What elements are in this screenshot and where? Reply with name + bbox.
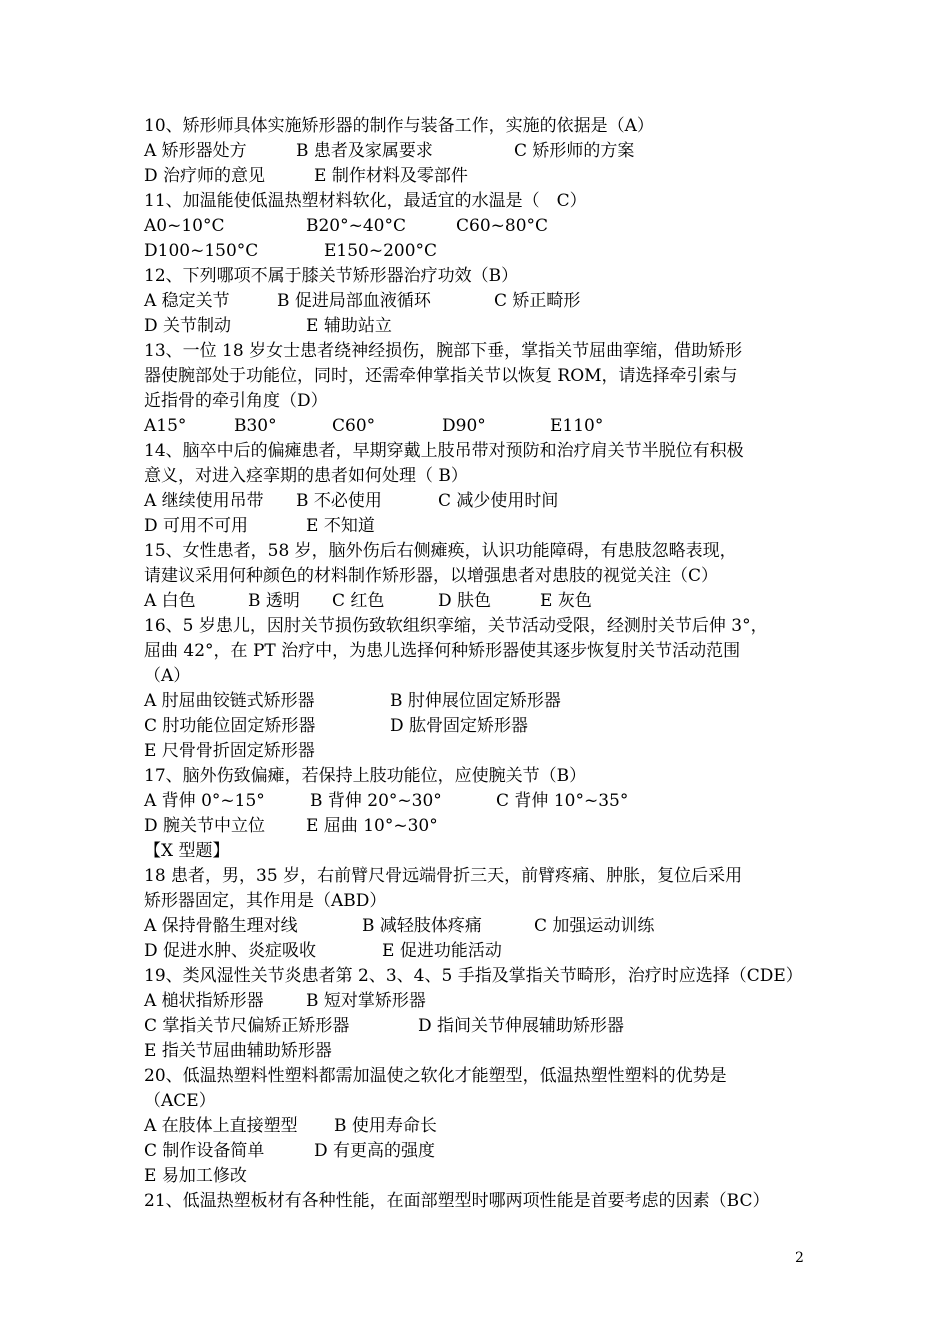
option-c: C 减少使用时间 <box>438 491 559 511</box>
option-e: E 易加工修改 <box>144 1166 247 1186</box>
question-17-stem <box>144 764 812 789</box>
option-b: B 不必使用 <box>296 491 382 511</box>
question-18-options-2 <box>144 939 812 964</box>
question-14-options-1 <box>144 489 812 514</box>
question-14-stem-2 <box>144 464 812 489</box>
option-c: C 矫正畸形 <box>494 291 581 311</box>
question-19-options-2 <box>144 1014 812 1039</box>
text-line: 器使腕部处于功能位，同时，还需牵伸掌指关节以恢复 ROM，请选择牵引索与 <box>144 366 738 386</box>
option-c: C 红色 <box>332 591 385 611</box>
text-line: 11、加温能使低温热塑材料软化，最适宜的水温是（ C） <box>144 191 587 211</box>
text-line: 21、低温热塑板材有各种性能，在面部塑型时哪两项性能是首要考虑的因素（BC） <box>144 1191 770 1211</box>
option-b: B 短对掌矫形器 <box>306 991 426 1011</box>
question-20-options-2 <box>144 1139 812 1164</box>
text-line: 18 患者，男，35 岁，右前臂尺骨远端骨折三天，前臂疼痛、肿胀，复位后采用 <box>144 866 743 886</box>
text-line: 15、女性患者，58 岁，脑外伤后右侧瘫痪，认识功能障碍，有患肢忽略表现， <box>144 541 737 561</box>
option-a: A 继续使用吊带 <box>144 491 264 511</box>
option-b: B20°~40°C <box>306 216 407 236</box>
text-line: 近指骨的牵引角度（D） <box>144 391 328 411</box>
option-a: A 肘屈曲铰链式矫形器 <box>144 691 315 711</box>
option-e: E110° <box>550 416 604 436</box>
option-b: B 透明 <box>248 591 300 611</box>
question-18-options-1 <box>144 914 812 939</box>
question-11-stem <box>144 189 812 214</box>
option-c: C 矫形师的方案 <box>514 141 635 161</box>
question-12-stem <box>144 264 812 289</box>
option-d: D 肤色 <box>438 591 492 611</box>
option-c: C 肘功能位固定矫形器 <box>144 716 316 736</box>
question-10-options-2 <box>144 164 812 189</box>
page-number: 2 <box>795 1250 804 1266</box>
question-16-options-3 <box>144 739 812 764</box>
question-19-stem <box>144 964 812 989</box>
option-a: A 在肢体上直接塑型 <box>144 1116 298 1136</box>
option-c: C 背伸 10°~35° <box>496 791 629 811</box>
text-line: 14、脑卒中后的偏瘫患者，早期穿戴上肢吊带对预防和治疗肩关节半脱位有积极 <box>144 441 744 461</box>
option-d: D 可用不可用 <box>144 516 249 536</box>
option-d: D 关节制动 <box>144 316 232 336</box>
option-a: A 保持骨骼生理对线 <box>144 916 298 936</box>
option-e: E150~200°C <box>324 241 438 261</box>
option-d: D 治疗师的意见 <box>144 166 266 186</box>
question-14-stem-1 <box>144 439 812 464</box>
question-11-options-2 <box>144 239 812 264</box>
question-20-stem-1 <box>144 1064 812 1089</box>
option-b: B 肘伸展位固定矫形器 <box>390 691 561 711</box>
text-line: 12、下列哪项不属于膝关节矫形器治疗功效（B） <box>144 266 519 286</box>
question-10-options-1 <box>144 139 812 164</box>
option-e: E 制作材料及零部件 <box>314 166 468 186</box>
option-c: C 加强运动训练 <box>534 916 655 936</box>
question-20-options-1 <box>144 1114 812 1139</box>
question-18-stem-1 <box>144 864 812 889</box>
option-b: B 使用寿命长 <box>334 1116 437 1136</box>
question-16-options-2 <box>144 714 812 739</box>
option-c: C 掌指关节尺偏矫正矫形器 <box>144 1016 350 1036</box>
text-line: 13、一位 18 岁女士患者绕神经损伤，腕部下垂，掌指关节屈曲挛缩，借助矫形 <box>144 341 743 361</box>
question-17-options-1 <box>144 789 812 814</box>
text-line: 17、脑外伤致偏瘫，若保持上肢功能位，应使腕关节（B） <box>144 766 587 786</box>
option-e: E 指关节屈曲辅助矫形器 <box>144 1041 332 1061</box>
option-d: D 腕关节中立位 <box>144 816 266 836</box>
text-line: 19、类风湿性关节炎患者第 2、3、4、5 手指及掌指关节畸形，治疗时应选择（CDE） <box>144 966 803 986</box>
option-e: E 不知道 <box>306 516 375 536</box>
option-d: D90° <box>442 416 486 436</box>
section-heading: 【X 型题】 <box>144 841 230 861</box>
option-a: A15° <box>144 416 187 436</box>
question-20-stem-2 <box>144 1089 812 1114</box>
option-d: D 肱骨固定矫形器 <box>390 716 529 736</box>
option-c: C 制作设备简单 <box>144 1141 265 1161</box>
option-c: C60° <box>332 416 376 436</box>
text-line: （A） <box>144 666 191 686</box>
question-19-options-3 <box>144 1039 812 1064</box>
option-e: E 尺骨骨折固定矫形器 <box>144 741 315 761</box>
question-13-options <box>144 414 812 439</box>
option-a: A 白色 <box>144 591 196 611</box>
option-b: B30° <box>234 416 277 436</box>
question-14-options-2 <box>144 514 812 539</box>
question-15-stem-1 <box>144 539 812 564</box>
option-c: C60~80°C <box>456 216 549 236</box>
option-d: D100~150°C <box>144 241 259 261</box>
question-13-stem-3 <box>144 389 812 414</box>
question-17-options-2 <box>144 814 812 839</box>
question-21-stem <box>144 1189 812 1214</box>
option-b: B 促进局部血液循环 <box>277 291 431 311</box>
question-10-stem <box>144 114 812 139</box>
question-11-options-1 <box>144 214 812 239</box>
option-d: D 促进水肿、炎症吸收 <box>144 941 317 961</box>
question-16-stem-3 <box>144 664 812 689</box>
question-12-options-1 <box>144 289 812 314</box>
question-16-stem-1 <box>144 614 812 639</box>
text-line: 10、矫形师具体实施矫形器的制作与装备工作，实施的依据是（A） <box>144 116 654 136</box>
option-d: D 有更高的强度 <box>314 1141 436 1161</box>
option-a: A 稳定关节 <box>144 291 230 311</box>
text-line: 20、低温热塑料性塑料都需加温使之软化才能塑型，低温热塑性塑料的优势是 <box>144 1066 727 1086</box>
section-heading-x-type <box>144 839 812 864</box>
option-e: E 灰色 <box>540 591 592 611</box>
option-b: B 患者及家属要求 <box>296 141 433 161</box>
question-20-options-3 <box>144 1164 812 1189</box>
text-line: 矫形器固定，其作用是（ABD） <box>144 891 387 911</box>
option-e: E 促进功能活动 <box>382 941 502 961</box>
question-15-options <box>144 589 812 614</box>
question-18-stem-2 <box>144 889 812 914</box>
option-e: E 辅助站立 <box>306 316 392 336</box>
option-a: A 槌状指矫形器 <box>144 991 264 1011</box>
option-a: A 背伸 0°~15° <box>144 791 265 811</box>
question-16-options-1 <box>144 689 812 714</box>
page-content <box>144 114 812 1214</box>
option-a: A 矫形器处方 <box>144 141 247 161</box>
text-line: 屈曲 42°，在 PT 治疗中，为患儿选择何种矫形器使其逐步恢复肘关节活动范围 <box>144 641 741 661</box>
option-d: D 指间关节伸展辅助矫形器 <box>418 1016 625 1036</box>
question-12-options-2 <box>144 314 812 339</box>
text-line: （ACE） <box>144 1091 216 1111</box>
text-line: 请建议采用何种颜色的材料制作矫形器，以增强患者对患肢的视觉关注（C） <box>144 566 719 586</box>
question-16-stem-2 <box>144 639 812 664</box>
option-b: B 减轻肢体疼痛 <box>362 916 482 936</box>
text-line: 16、5 岁患儿，因肘关节损伤致软组织挛缩，关节活动受限，经测肘关节后伸 3°， <box>144 616 768 636</box>
question-13-stem-1 <box>144 339 812 364</box>
question-19-options-1 <box>144 989 812 1014</box>
question-15-stem-2 <box>144 564 812 589</box>
option-a: A0~10°C <box>144 216 225 236</box>
text-line: 意义，对进入痉挛期的患者如何处理（ B） <box>144 466 468 486</box>
option-e: E 屈曲 10°~30° <box>306 816 438 836</box>
question-13-stem-2 <box>144 364 812 389</box>
option-b: B 背伸 20°~30° <box>310 791 442 811</box>
